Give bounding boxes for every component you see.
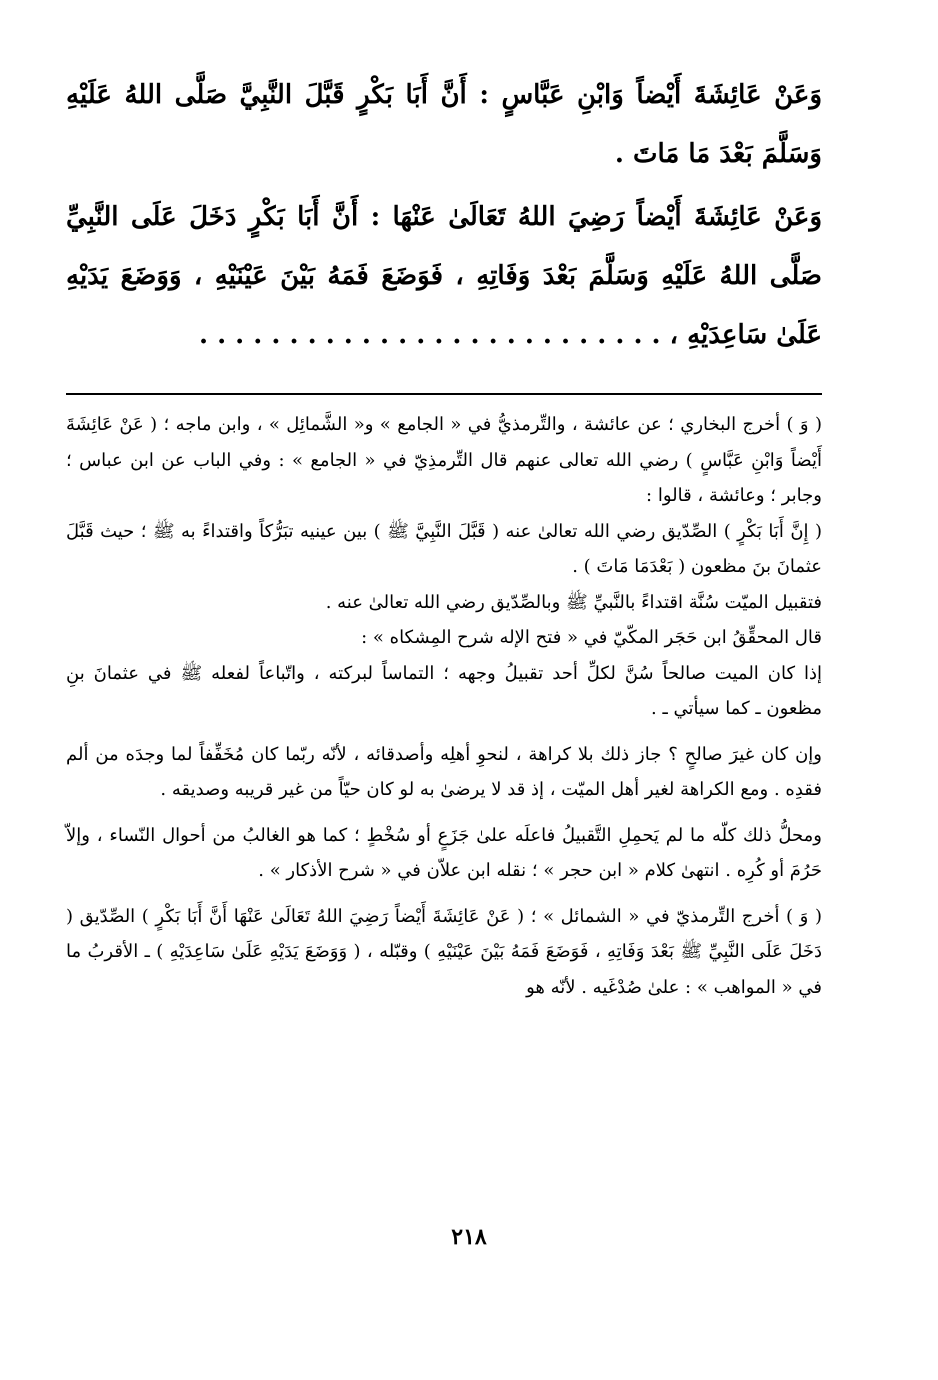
commentary-paragraph: وإن كان غيرَ صالحٍ ؟ جاز ذلك بلا كراهة ، لنحوِ أهلِه وأصدقائه ، لأنّه ربّما كان مُخَفِّفاً لما وجدَه من ألم فقدِه . ومع الكراهة لغير أهل الميّت ، إذ قد لا يرضىٰ به لو كان حيّاً من غير قريبه وصديقه .: [66, 743, 822, 800]
commentary-paragraph: إذا كان الميت صالحاً سُنَّ لكلِّ أحد تقبيلُ وجهه ؛ التماساً لبركته ، واتّباعاً لفعله ﷺ في عثمانَ بنِ مظعون ـ كما سيأتي ـ .: [66, 662, 822, 719]
commentary-paragraph: فتقبيل الميّت سُنَّة اقتداءً بالنَّبيِّ ﷺ وبالصِّدّيق رضي الله تعالىٰ عنه .: [325, 591, 822, 613]
commentary-paragraph: ( وَ ) أخرج البخاري ؛ عن عائشة ، والتِّرمذيُّ في « الجامع » و« الشَّمائِل » ، وابن ماجه ؛ ( عَنْ عَائِشَةَ أَيْضاً وَابْنِ عَبَّاسٍ ) رضي الله تعالى عنهم قال التِّرمذِيّ في « الجامع » : وفي الباب عن ابن عباس ؛ وجابر ؛ وعائشة ، قالوا :: [66, 414, 822, 506]
commentary-paragraph: ( وَ ) أخرج التِّرمذيّ في « الشمائل » ؛ ( عَنْ عَائِشَةَ أَيْضاً رَضِيَ اللهُ تَعَالَىٰ عَنْهَا أَنَّ أَبَا بَكْرٍ ) الصِّدّيق ( دَخَلَ عَلَى النَّبِيِّ ﷺ بَعْدَ وَفَاتِهِ ، فَوَضَعَ فَمَهُ بَيْنَ عَيْنَيْهِ ) وقبّله ، ( وَوَضَعَ يَدَيْهِ عَلَىٰ سَاعِدَيْهِ ) ـ الأقربُ ما في « المواهب » : علىٰ صُدْغَيه . لأنّه هو: [66, 905, 822, 998]
footnote-separator-line: [66, 393, 822, 395]
commentary-paragraph: ومحلُّ ذلك كلّه ما لم يَحمِلِ التَّقبيلُ فاعلَه علىٰ جَزَعٍ أو سُخْطٍ ؛ كما هو الغالبُ من أحوال النّساء ، وإلاّ حَرُمَ أو كُرِه . انتهىٰ كلام « ابن حجر » ؛ نقله ابن علاّن في « شرح الأذكار » .: [66, 824, 822, 881]
commentary-paragraph: قال المحقِّقُ ابن حَجَر المكّيّ في « فتح الإله شرح المِشكاه » :: [361, 627, 822, 648]
commentary-paragraph: ( إِنَّ أَبَا بَكْرٍ ) الصِّدّيق رضي الله تعالىٰ عنه ( قَبَّلَ النَّبِيَّ ﷺ ) بين عينيه تبَرُّكاً واقتداءً به ﷺ ؛ حيث قَبَّلَ عثمانَ بنَ مظعون ( بَعْدَمَا مَاتَ ) .: [66, 520, 822, 577]
hadith-paragraph-1: وَعَنْ عَائِشَةَ أَيْضاً وَابْنِ عَبَّاسٍ : أَنَّ أَبَا بَكْرٍ قَبَّلَ النَّبِيَّ صَلَّى اللهُ عَلَيْهِ وَسَلَّمَ بَعْدَ مَا مَاتَ .: [66, 80, 822, 169]
book-page: [66, 66, 822, 1356]
hadith-paragraph-2: وَعَنْ عَائِشَةَ أَيْضاً رَضِيَ اللهُ تَعَالَىٰ عَنْهَا : أَنَّ أَبَا بَكْرٍ دَخَلَ عَلَى النَّبِيِّ صَلَّى اللهُ عَلَيْهِ وَسَلَّمَ بَعْدَ وَفَاتِهِ ، فَوَضَعَ فَمَهُ بَيْنَ عَيْنَيْهِ ، وَوَضَعَ يَدَيْهِ عَلَىٰ سَاعِدَيْهِ ، . . . . . . . . . . . . . . . . . . . . . . . . . .: [66, 202, 822, 350]
page-number: ٢١٨: [451, 1224, 487, 1250]
commentary-section: [66, 407, 822, 1005]
hadith-main-text: [66, 66, 822, 365]
